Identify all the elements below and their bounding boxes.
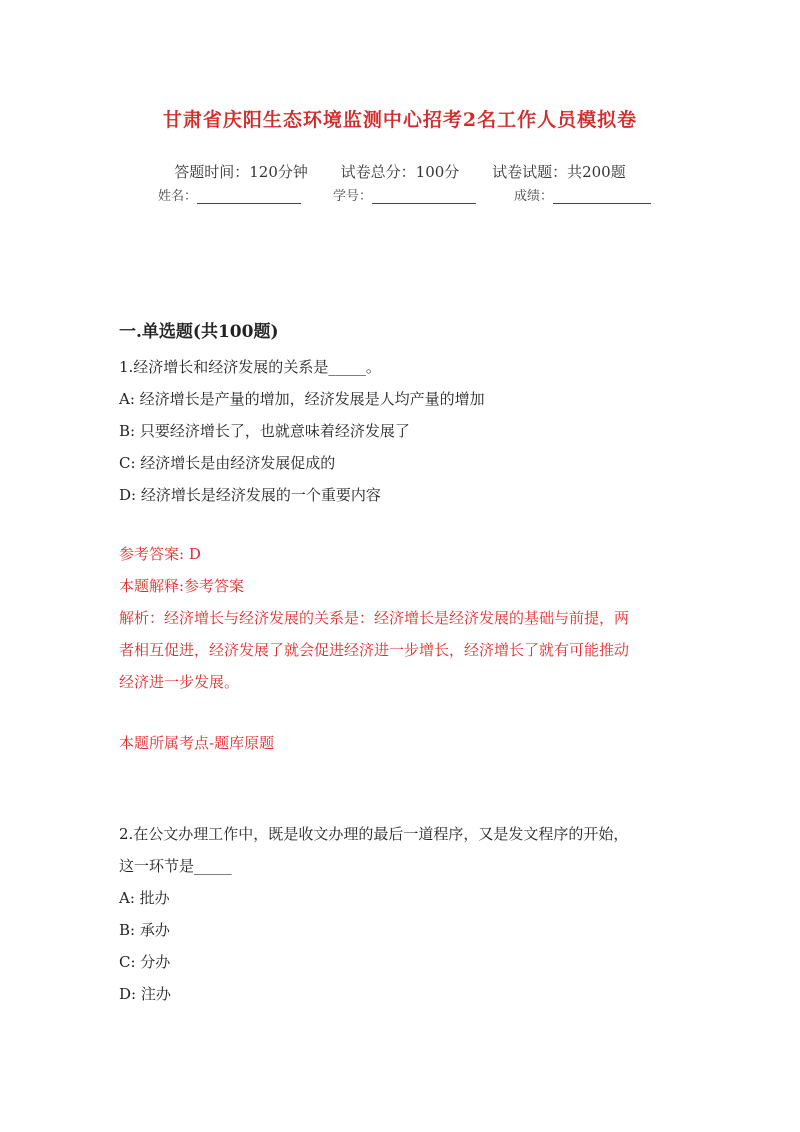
- question-1-answer: 参考答案: D: [119, 545, 201, 563]
- name-label: 姓名：: [158, 189, 198, 204]
- question-1-option-a: A: 经济增长是产量的增加，经济发展是人均产量的增加: [119, 390, 485, 408]
- student-id-label: 学号：: [333, 189, 373, 204]
- question-2: [119, 818, 699, 1010]
- exam-question-count: 试卷试题：共200题: [492, 163, 626, 181]
- student-id-field: [333, 185, 476, 204]
- question-1-stem: 1.经济增长和经济发展的关系是_____。: [119, 358, 381, 376]
- name-blank: [197, 191, 301, 204]
- exam-meta: [0, 161, 800, 182]
- question-1-explain-line-1: 解析：经济增长与经济发展的关系是：经济增长是经济发展的基础与前提，两: [119, 609, 630, 627]
- question-2-option-a: A: 批办: [119, 889, 170, 907]
- question-1-point-text: 本题所属考点-题库原题: [119, 734, 275, 752]
- student-info-fields: [158, 185, 678, 204]
- name-field: [158, 185, 301, 204]
- question-1-option-c: C: 经济增长是由经济发展促成的: [119, 454, 336, 472]
- question-1-explain-title: 本题解释:参考答案: [119, 577, 245, 595]
- question-2-stem-line-1: 2.在公文办理工作中，既是收文办理的最后一道程序，又是发文程序的开始，: [119, 825, 629, 843]
- question-1-explain-line-2: 者相互促进，经济发展了就会促进经济进一步增长，经济增长了就有可能推动: [119, 641, 630, 659]
- section-heading: 一.单选题(共100题): [119, 322, 279, 342]
- student-id-blank: [372, 191, 476, 204]
- question-2-option-b: B: 承办: [119, 921, 170, 939]
- score-blank: [553, 191, 651, 204]
- question-1-option-b: B: 只要经济增长了，也就意味着经济发展了: [119, 422, 410, 440]
- score-label: 成绩：: [514, 189, 554, 204]
- question-2-stem-line-2: 这一环节是_____: [119, 857, 232, 875]
- question-2-option-c: C: 分办: [119, 953, 171, 971]
- question-1: [119, 351, 699, 511]
- question-1-answer-block: [119, 538, 699, 698]
- question-2-option-d: D: 注办: [119, 985, 171, 1003]
- question-1-point: [119, 727, 699, 759]
- exam-time: 答题时间：120分钟: [174, 163, 308, 181]
- question-1-explain-line-3: 经济进一步发展。: [119, 673, 240, 691]
- document-title: 甘肃省庆阳生态环境监测中心招考2名工作人员模拟卷: [162, 109, 638, 131]
- exam-total-score: 试卷总分：100分: [340, 163, 460, 181]
- question-1-option-d: D: 经济增长是经济发展的一个重要内容: [119, 486, 381, 504]
- score-field: [514, 185, 651, 204]
